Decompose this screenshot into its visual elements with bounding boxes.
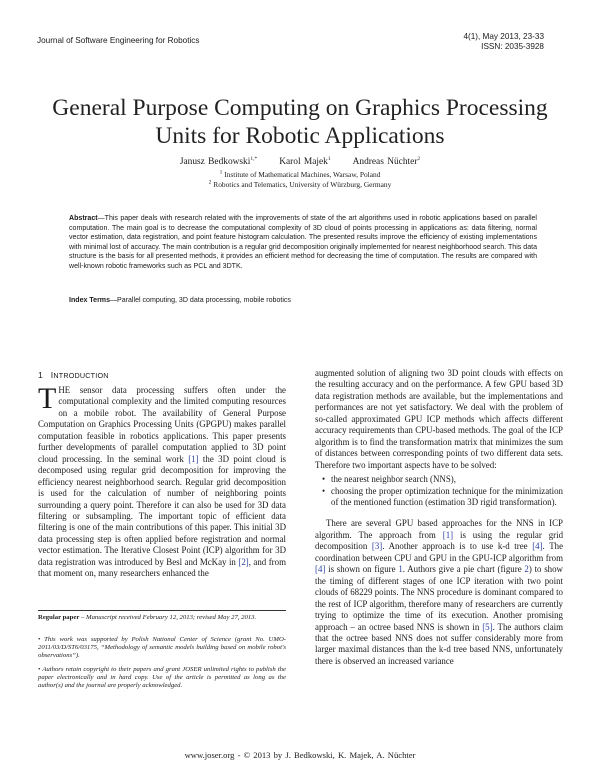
section-title-initial: I: [50, 370, 54, 380]
bullet-item: • choosing the proper optimization technique for the minimization of the mentioned function (estimation 3D rigid transformation).: [315, 486, 563, 509]
footnote-copyright-text: Authors retain copyright to their papers and grant JOSER unlimited rights to publish the paper electronically and in hard copy. Use of the article is permitted as long as the author(s) and the journal are properly acknowledged.: [38, 666, 286, 690]
paper-title: [0, 94, 600, 150]
footnote-regular-paper: [38, 614, 286, 622]
index-terms-text: —Parallel computing, 3D data processing, mobile robotics: [110, 297, 291, 304]
index-terms-label: Index Terms: [69, 297, 110, 304]
intro-text-a: HE sensor data processing suffers often under the computational complexity and the limited computing resources on a mobile robot. The availability of General Purpose Computation on Graphics Processing Units (GPGPU) makes parallel computation feasible in robotics applications. This paper presents further developments of parallel computation applied to 3D point cloud processing. In the seminal work: [38, 385, 286, 464]
text-run: . Another approach is to use k-d tree: [382, 541, 533, 552]
affiliation-1-marker: 1: [219, 169, 223, 176]
author-3-affil: 2: [417, 155, 421, 162]
citation-4[interactable]: [4]: [532, 541, 543, 552]
citation-4[interactable]: [4]: [315, 564, 326, 575]
footnote-funding: • This work was supported by Polish National Center of Science (grant No. UMO-2011/03/D/ST6/03175, “Methodology of semantic models building based on mobile robot's observations”).: [38, 636, 287, 660]
text-run: . The coordination between CPU and GPU in the GPU-ICP algorithm from: [315, 541, 564, 563]
citation-1[interactable]: [1]: [442, 529, 454, 540]
text-run: . The authors claim that the octree based NNS does not suffer considerably more from larger maximal distances than the k-d tree based NNS, unfortunately there is observed an increased variance: [315, 621, 563, 666]
page-footer: www.joser.org - © 2013 by J. Bedkowski, K. Majek, A. Nüchter: [184, 750, 416, 760]
affiliation-2-marker: 2: [208, 179, 212, 186]
journal-name: Journal of Software Engineering for Robotics: [37, 36, 200, 45]
affiliation-1: [0, 170, 600, 179]
author-2: Karol Majek: [279, 157, 328, 167]
left-column: [38, 382, 286, 580]
issue-info: [463, 32, 544, 51]
text-run: ) to show the timing of different stages of one ICP iteration with two point clouds of 68229 points. The NNS procedure is dominant compared to the rest of ICP algorithm, therefore many of researchers are currently trying to optimize the time of its execution. Another promising approach – an octree based NNS is shown in: [315, 564, 563, 632]
footnote-regular-paper-label: Regular paper: [38, 614, 80, 621]
author-1: Janusz Bedkowski: [179, 157, 251, 167]
intro-text-c: , and from that moment on, many researchers enhanced the: [38, 556, 286, 579]
paragraph-nns: [315, 518, 563, 667]
abstract-text: —This paper deals with research related with the improvements of state of the art algorithms used in robotic applications based on parallel computation. The main goal is to decrease the computational complexity of 3D cloud of points processing in applications as: data filtering, normal vector estimation, data registration, and point feature histogram calculation. The presented results improve the efficiency of existing implementations with minimal lost of accuracy. The main contribution is a regular grid decomposition originally implemented for nearest neighborhood search. This data structure is the basis for all presented methods, it provides an efficient method for decreasing the time of computation. The results are compared with well-known robotic frameworks such as PCL and 3DTK.: [69, 215, 537, 270]
text-run: . Authors give a pie chart (figure: [402, 564, 525, 575]
footnote-funding-text: This work was supported by Polish National Center of Science (grant No. UMO-2011/03/D/ST6/03175, “Methodology of semantic models building based on mobile robot's observations”).: [38, 636, 287, 660]
issn: ISSN: 2035-3928: [481, 41, 544, 51]
figure-1-link[interactable]: 1: [398, 564, 403, 575]
right-column: [315, 368, 563, 667]
section-title-rest: NTRODUCTION: [53, 371, 109, 380]
intro-text-b: the 3D point cloud is decomposed using regular grid decomposition for improving the efficiency nearest neighborhood search. Regular grid decomposition is used for the calculation of number of neighboring points surrounding a query point. Therefore it can also be used for 3D data filtering or subsampling. The important topic of efficient data filtering is one of the main contributions of this paper. This initial 3D data processing step is often applied before registration and normal vector estimation. The Iterative Closest Point (ICP) algorithm for 3D data registration was introduced by Besl and McKay in: [38, 453, 286, 567]
bullet-item: • the nearest neighbor search (NNS),: [315, 474, 563, 485]
author-list: [0, 157, 600, 167]
index-terms: [69, 297, 291, 304]
title-line-1: General Purpose Computing on Graphics Processing: [52, 95, 548, 121]
author-2-affil: 1: [327, 155, 331, 162]
issue-number: 4(1), May 2013, 23-33: [463, 32, 544, 41]
affiliation-2: [0, 180, 600, 189]
text-run: is using the regular grid decomposition: [315, 529, 564, 552]
author-1-affil: 1,*: [250, 155, 258, 162]
author-3: Andreas Nüchter: [352, 157, 418, 167]
section-heading: [38, 370, 109, 380]
abstract-label: Abstract: [69, 215, 98, 222]
citation-3[interactable]: [3]: [371, 541, 383, 552]
footnote-divider: [38, 610, 286, 611]
drop-cap: T: [38, 382, 57, 415]
citation-5[interactable]: [5]: [482, 621, 493, 632]
section-number: 1: [38, 370, 43, 380]
citation-1[interactable]: [1]: [188, 453, 199, 464]
figure-2-link[interactable]: 2: [524, 564, 529, 575]
affiliation-2-text: Robotics and Telematics, University of Würzburg, Germany: [213, 180, 392, 189]
affiliation-1-text: Institute of Mathematical Machines, Warsaw, Poland: [224, 170, 381, 179]
footnote-copyright: • Authors retain copyright to their papers and grant JOSER unlimited rights to publish the paper electronically and in hard copy. Use of the article is permitted as long as the author(s) and the journal are properly acknowledged.: [38, 666, 286, 690]
title-line-2: Units for Robotic Applications: [155, 123, 445, 149]
paragraph-icp: augmented solution of aligning two 3D point clouds with effects on the resulting accuracy and on the performance. A few GPU based 3D data registration methods are available, but the implementations and performances are not yet satisfactory. We deal with the problem of so-called approximated GPU ICP methods which affects different accuracy requirements than CPU-based methods. The goal of the ICP algorithm is to find the transformation matrix that minimizes the sum of distances between corresponding points of two different data sets. Therefore two important aspects have to be solved:: [315, 368, 563, 470]
citation-2[interactable]: [2]: [238, 556, 249, 567]
abstract: [69, 214, 537, 272]
footnote-regular-paper-text: – Manuscript received February 12, 2013; revised May 27, 2013.: [79, 614, 257, 621]
text-run: is shown on figure: [325, 564, 399, 575]
text-run: There are several GPU based approaches for the NNS in ICP algorithm. The approach from: [315, 518, 563, 540]
bullet-list: [315, 474, 563, 508]
